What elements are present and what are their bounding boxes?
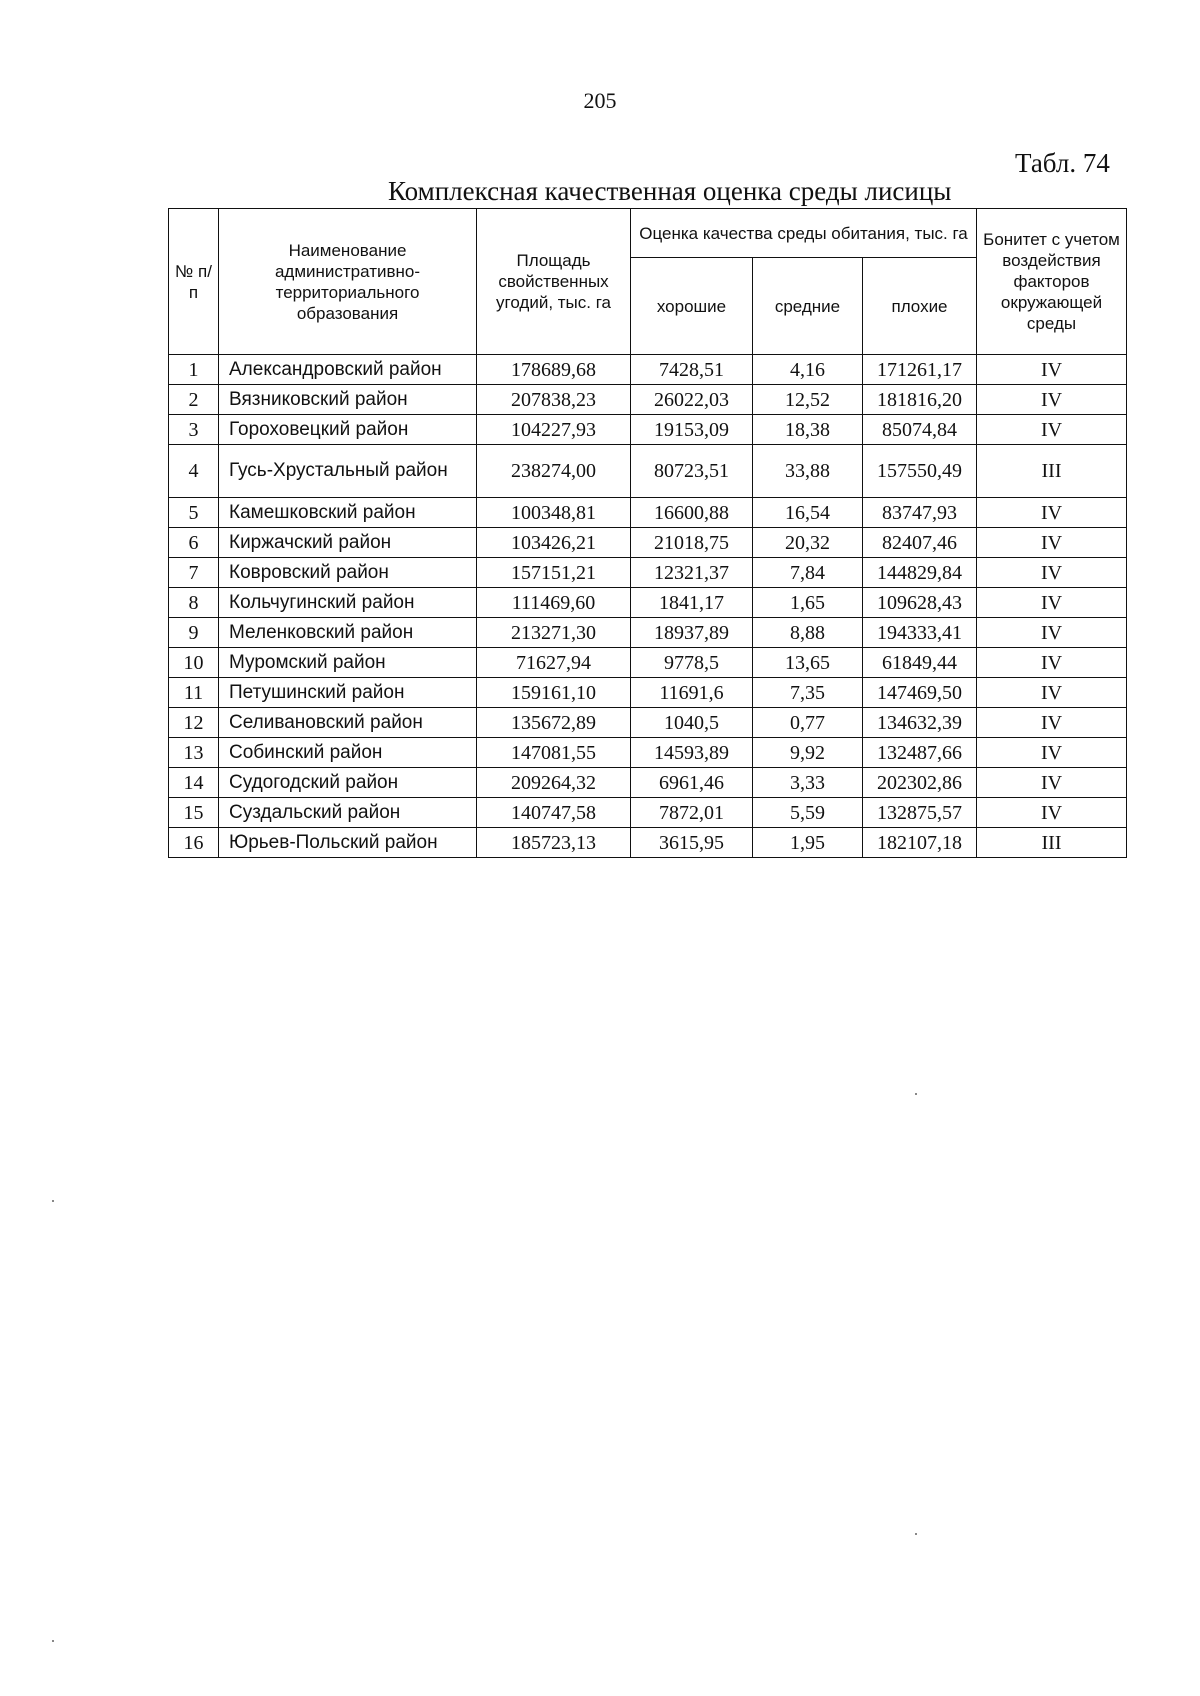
cell-num: 8 bbox=[169, 588, 219, 618]
table-row bbox=[169, 648, 1127, 678]
cell-name: Собинский район bbox=[219, 738, 477, 768]
cell-name: Камешковский район bbox=[219, 498, 477, 528]
scan-speck bbox=[915, 1533, 917, 1535]
cell-medium: 3,33 bbox=[753, 768, 863, 798]
cell-poor: 181816,20 bbox=[863, 385, 977, 415]
cell-good: 11691,6 bbox=[631, 678, 753, 708]
cell-bonitet: IV bbox=[977, 678, 1127, 708]
cell-area: 100348,81 bbox=[477, 498, 631, 528]
cell-good: 16600,88 bbox=[631, 498, 753, 528]
cell-good: 6961,46 bbox=[631, 768, 753, 798]
cell-num: 4 bbox=[169, 445, 219, 498]
cell-poor: 171261,17 bbox=[863, 355, 977, 385]
table-row bbox=[169, 678, 1127, 708]
cell-medium: 33,88 bbox=[753, 445, 863, 498]
cell-num: 16 bbox=[169, 828, 219, 858]
cell-num: 10 bbox=[169, 648, 219, 678]
cell-medium: 9,92 bbox=[753, 738, 863, 768]
cell-poor: 109628,43 bbox=[863, 588, 977, 618]
cell-name: Киржачский район bbox=[219, 528, 477, 558]
cell-medium: 1,95 bbox=[753, 828, 863, 858]
cell-bonitet: IV bbox=[977, 355, 1127, 385]
cell-medium: 16,54 bbox=[753, 498, 863, 528]
cell-good: 19153,09 bbox=[631, 415, 753, 445]
cell-area: 157151,21 bbox=[477, 558, 631, 588]
cell-area: 103426,21 bbox=[477, 528, 631, 558]
cell-good: 14593,89 bbox=[631, 738, 753, 768]
cell-area: 111469,60 bbox=[477, 588, 631, 618]
cell-bonitet: IV bbox=[977, 415, 1127, 445]
cell-bonitet: IV bbox=[977, 648, 1127, 678]
table-row bbox=[169, 588, 1127, 618]
cell-bonitet: III bbox=[977, 445, 1127, 498]
cell-poor: 82407,46 bbox=[863, 528, 977, 558]
table-row bbox=[169, 558, 1127, 588]
table-header bbox=[169, 209, 1127, 355]
cell-name: Ковровский район bbox=[219, 558, 477, 588]
table-row bbox=[169, 618, 1127, 648]
cell-area: 159161,10 bbox=[477, 678, 631, 708]
cell-area: 104227,93 bbox=[477, 415, 631, 445]
cell-area: 238274,00 bbox=[477, 445, 631, 498]
table-label: Табл. 74 bbox=[1015, 148, 1110, 178]
scan-speck bbox=[52, 1640, 54, 1642]
cell-poor: 85074,84 bbox=[863, 415, 977, 445]
cell-good: 80723,51 bbox=[631, 445, 753, 498]
cell-medium: 5,59 bbox=[753, 798, 863, 828]
cell-bonitet: III bbox=[977, 828, 1127, 858]
cell-bonitet: IV bbox=[977, 618, 1127, 648]
cell-name: Судогодский район bbox=[219, 768, 477, 798]
cell-bonitet: IV bbox=[977, 588, 1127, 618]
header-medium: средние bbox=[753, 258, 863, 355]
cell-good: 1841,17 bbox=[631, 588, 753, 618]
header-bonitet: Бонитет с учетом воздействия факторов окружающей среды bbox=[977, 209, 1127, 355]
cell-bonitet: IV bbox=[977, 558, 1127, 588]
cell-medium: 13,65 bbox=[753, 648, 863, 678]
cell-poor: 144829,84 bbox=[863, 558, 977, 588]
cell-medium: 12,52 bbox=[753, 385, 863, 415]
cell-poor: 147469,50 bbox=[863, 678, 977, 708]
cell-name: Гусь-Хрустальный район bbox=[219, 445, 477, 498]
table-row bbox=[169, 528, 1127, 558]
cell-num: 14 bbox=[169, 768, 219, 798]
cell-num: 5 bbox=[169, 498, 219, 528]
cell-good: 12321,37 bbox=[631, 558, 753, 588]
cell-area: 185723,13 bbox=[477, 828, 631, 858]
header-poor: плохие bbox=[863, 258, 977, 355]
cell-medium: 1,65 bbox=[753, 588, 863, 618]
cell-area: 178689,68 bbox=[477, 355, 631, 385]
header-num: № п/п bbox=[169, 209, 219, 355]
table-title: Комплексная качественная оценка среды лисицы bbox=[388, 176, 952, 206]
cell-poor: 132487,66 bbox=[863, 738, 977, 768]
header-area: Площадь свойственных угодий, тыс. га bbox=[477, 209, 631, 355]
cell-name: Селивановский район bbox=[219, 708, 477, 738]
cell-num: 12 bbox=[169, 708, 219, 738]
cell-medium: 20,32 bbox=[753, 528, 863, 558]
cell-bonitet: IV bbox=[977, 708, 1127, 738]
cell-good: 1040,5 bbox=[631, 708, 753, 738]
cell-bonitet: IV bbox=[977, 738, 1127, 768]
cell-poor: 182107,18 bbox=[863, 828, 977, 858]
cell-bonitet: IV bbox=[977, 498, 1127, 528]
cell-poor: 202302,86 bbox=[863, 768, 977, 798]
page-number: 205 bbox=[583, 88, 617, 113]
cell-good: 21018,75 bbox=[631, 528, 753, 558]
cell-area: 135672,89 bbox=[477, 708, 631, 738]
cell-area: 71627,94 bbox=[477, 648, 631, 678]
cell-name: Петушинский район bbox=[219, 678, 477, 708]
cell-poor: 61849,44 bbox=[863, 648, 977, 678]
cell-poor: 134632,39 bbox=[863, 708, 977, 738]
cell-num: 3 bbox=[169, 415, 219, 445]
table-body bbox=[169, 355, 1127, 858]
cell-area: 209264,32 bbox=[477, 768, 631, 798]
cell-good: 7872,01 bbox=[631, 798, 753, 828]
cell-num: 2 bbox=[169, 385, 219, 415]
cell-medium: 7,84 bbox=[753, 558, 863, 588]
cell-num: 9 bbox=[169, 618, 219, 648]
cell-poor: 157550,49 bbox=[863, 445, 977, 498]
cell-num: 15 bbox=[169, 798, 219, 828]
cell-poor: 194333,41 bbox=[863, 618, 977, 648]
header-name: Наименование административно-территориального образования bbox=[219, 209, 477, 355]
table-row bbox=[169, 385, 1127, 415]
table-row bbox=[169, 355, 1127, 385]
cell-good: 26022,03 bbox=[631, 385, 753, 415]
scan-speck bbox=[52, 1200, 54, 1202]
table-row bbox=[169, 798, 1127, 828]
cell-bonitet: IV bbox=[977, 385, 1127, 415]
header-quality-group: Оценка качества среды обитания, тыс. га bbox=[631, 209, 977, 258]
cell-good: 18937,89 bbox=[631, 618, 753, 648]
cell-num: 6 bbox=[169, 528, 219, 558]
cell-medium: 8,88 bbox=[753, 618, 863, 648]
table-row bbox=[169, 445, 1127, 498]
cell-num: 13 bbox=[169, 738, 219, 768]
cell-area: 213271,30 bbox=[477, 618, 631, 648]
cell-num: 11 bbox=[169, 678, 219, 708]
table-row bbox=[169, 708, 1127, 738]
cell-name: Муромский район bbox=[219, 648, 477, 678]
table-row bbox=[169, 738, 1127, 768]
cell-name: Юрьев-Польский район bbox=[219, 828, 477, 858]
cell-num: 1 bbox=[169, 355, 219, 385]
cell-medium: 18,38 bbox=[753, 415, 863, 445]
cell-area: 207838,23 bbox=[477, 385, 631, 415]
table-row bbox=[169, 415, 1127, 445]
data-table bbox=[168, 208, 1127, 858]
cell-bonitet: IV bbox=[977, 798, 1127, 828]
scan-speck bbox=[915, 1093, 917, 1095]
cell-name: Вязниковский район bbox=[219, 385, 477, 415]
cell-bonitet: IV bbox=[977, 528, 1127, 558]
cell-good: 9778,5 bbox=[631, 648, 753, 678]
cell-good: 7428,51 bbox=[631, 355, 753, 385]
cell-medium: 0,77 bbox=[753, 708, 863, 738]
cell-name: Гороховецкий район bbox=[219, 415, 477, 445]
cell-name: Меленковский район bbox=[219, 618, 477, 648]
cell-name: Александровский район bbox=[219, 355, 477, 385]
cell-area: 147081,55 bbox=[477, 738, 631, 768]
cell-name: Кольчугинский район bbox=[219, 588, 477, 618]
header-good: хорошие bbox=[631, 258, 753, 355]
cell-medium: 7,35 bbox=[753, 678, 863, 708]
cell-area: 140747,58 bbox=[477, 798, 631, 828]
cell-medium: 4,16 bbox=[753, 355, 863, 385]
table-row bbox=[169, 828, 1127, 858]
table-row bbox=[169, 768, 1127, 798]
cell-poor: 132875,57 bbox=[863, 798, 977, 828]
cell-num: 7 bbox=[169, 558, 219, 588]
table-row bbox=[169, 498, 1127, 528]
cell-poor: 83747,93 bbox=[863, 498, 977, 528]
cell-name: Суздальский район bbox=[219, 798, 477, 828]
cell-good: 3615,95 bbox=[631, 828, 753, 858]
cell-bonitet: IV bbox=[977, 768, 1127, 798]
